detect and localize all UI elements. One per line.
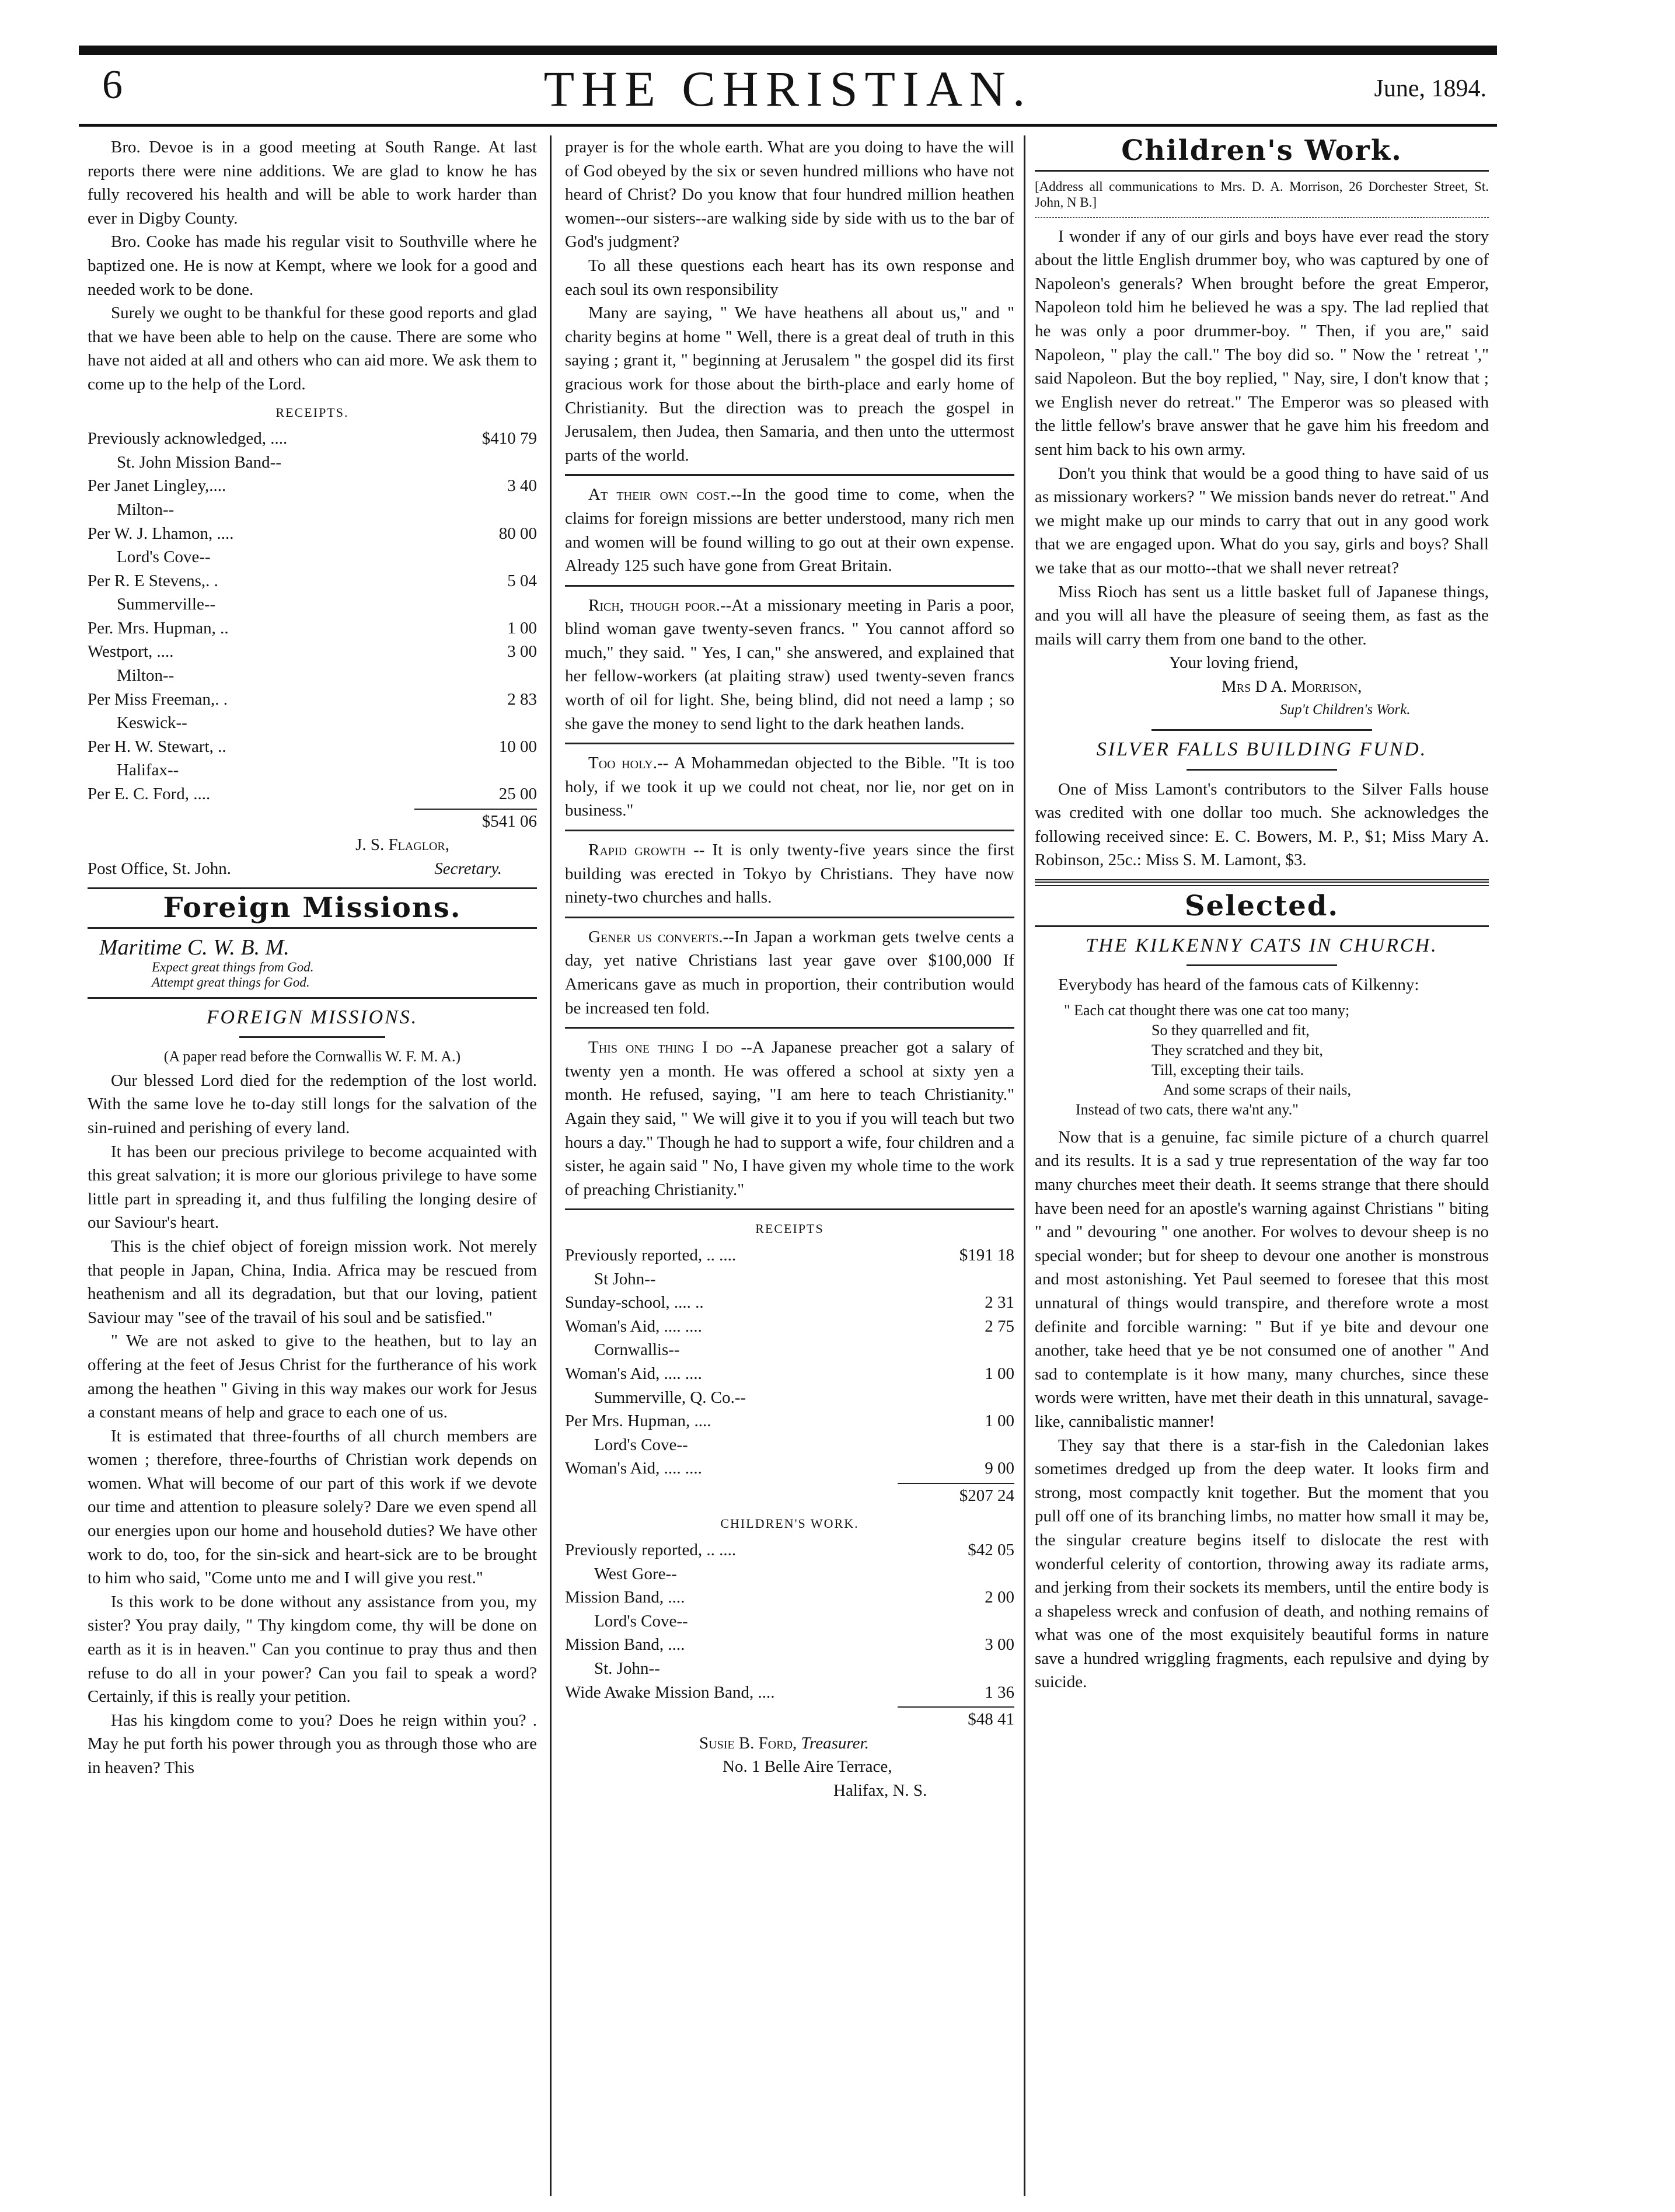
issue-date: June, 1894.: [1374, 75, 1486, 102]
receipt-row: Previously reported, .. .... $42 05: [565, 1541, 1014, 1560]
motto-line: Expect great things from God.: [152, 959, 314, 974]
paragraph: Miss Rioch has sent us a little basket full of Japanese things, and you will all have the pleasure of seeing them, as fast as the mails will carry them from one band to the other.: [1035, 582, 1489, 649]
paragraph: Our blessed Lord died for the redemption of the lost world. With the same love he to-day still longs for the salvation of the sin-ruined and perishing of every land.: [88, 1071, 537, 1137]
poem-line: " Each cat thought there was one cat too many;: [1064, 1001, 1350, 1019]
poem: [1035, 1001, 1489, 1120]
treasurer-title: Treasurer.: [801, 1733, 869, 1753]
item-rule: [565, 1027, 1014, 1029]
item-heading: At their own cost.: [588, 485, 731, 504]
section-rule: [1035, 170, 1489, 172]
receipt-place: Summerville, Q. Co.--: [594, 1388, 746, 1407]
signature-line: [88, 857, 537, 881]
receipts-total: $541 06: [414, 809, 537, 834]
paragraph: I wonder if any of our girls and boys have ever read the story about the little English drummer boy, who was captured by one of Napoleon's generals? When brought before the great Emperor, Napoleon told him he believed he was a spy. The lad replied that he was only a poor drummer-boy. " Then, if you are," said Napoleon, " play the call." The boy did so. " Now the ' retreat '," said Napoleon. But the boy replied, " Nay, sire, I don't know that ; we English never do retreat." The Emperor was so pleased with the little fellow's brave answer that he gave him his freedom and sent him back to his own army.: [1035, 227, 1489, 459]
paragraph: Everybody has heard of the famous cats of Kilkenny:: [1058, 976, 1419, 995]
paragraph: Is this work to be done without any assistance from you, my sister? You pray daily, " Thy kingdom come, thy will be done on earth as it is in heaven." Can you continue to pray thus and then refuse to do all in your power? Can you fail to speak a word? Certainly, if this is really your petition.: [88, 1592, 537, 1706]
paragraph: Don't you think that would be a good thing to have said of us as missionary workers? " We mission bands never do retreat." And we might make up our minds to carry that out in any good work that we are engaged upon. What do you say, girls and boys? Shall we take that as our motto--that we shall never retreat?: [1035, 464, 1489, 577]
receipt-place: Summerville--: [117, 595, 216, 614]
section-rule: [1151, 729, 1372, 731]
paragraph: Surely we ought to be thankful for these good reports and glad that we have been able to help on the cause. There are some who have not aided at all and others who can aid more. We ask them to come up to the help of the Lord.: [88, 304, 537, 393]
column-divider: [550, 135, 552, 2196]
item-rule: [565, 474, 1014, 476]
receipt-row: Woman's Aid, .... .... 2 75: [565, 1316, 1014, 1336]
item-rule: [565, 830, 1014, 831]
motto-line: Attempt great things for God.: [152, 974, 310, 990]
poem-line: Till, excepting their tails.: [1151, 1061, 1304, 1078]
address-note: [Address all communications to Mrs. D. A. Morrison, 26 Dorchester Street, St. John, N B.]: [1035, 179, 1489, 210]
receipt-place: Lord's Cove--: [594, 1435, 688, 1454]
poem-line: Instead of two cats, there wa'nt any.": [1076, 1100, 1299, 1118]
signer-title: Sup't Children's Work.: [1280, 702, 1411, 718]
receipt-place: St. John--: [594, 1659, 660, 1678]
paragraph: Now that is a genuine, fac simile picture of a church quarrel and its results. It is a sad y true representation of the way far too many churches meet their death. It seems strange that there should have been need for an apostle's warning against Christians " biting " and " devouring " one another. For wolves to devour sheep is no special wonder; but for sheep to devour one another is monstrous and most astonishing. Yet Paul seemed to foresee that this most unnatural of things would transpire, and therefore wrote a most definite and forcible warning: " But if ye bite and devour one another, take heed that ye be not consumed one of another " And sad to contemplate is it how many, many churches, since these words were written, have met their death in this unnatural, savage-like, cannibalistic manner!: [1035, 1127, 1489, 1431]
item-heading: Gener us converts.: [588, 927, 723, 946]
receipt-row: Previously reported, .. .... $191 18: [565, 1245, 1014, 1265]
news-item: At their own cost.--In the good time to come, when the claims for foreign missions are better understood, many rich men and women will be found willing to go out at their own expense. Already 125 such have gone from Great Britain.: [565, 485, 1014, 576]
childrens-work-heading: Children's Work.: [1121, 135, 1402, 167]
item-rule: [565, 743, 1014, 744]
receipt-place: Lord's Cove--: [117, 548, 211, 567]
receipt-row: Per Miss Freeman,. . 2 83: [88, 689, 537, 709]
childrens-work-heading: CHILDREN'S WORK.: [720, 1516, 859, 1531]
item-heading: Too holy.: [588, 754, 657, 773]
receipt-row: Wide Awake Mission Band, .... 1 36: [565, 1682, 1014, 1702]
childrens-total: $48 41: [898, 1706, 1014, 1732]
receipt-row: Woman's Aid, .... .... 9 00: [565, 1459, 1014, 1478]
receipt-place: Milton--: [117, 500, 175, 519]
item-heading: This one thing I do: [588, 1038, 733, 1057]
treasurer-line: [565, 1732, 1014, 1755]
receipt-place: Halifax--: [117, 761, 179, 780]
receipt-row: Per. Mrs. Hupman, .. 1 00: [88, 618, 537, 638]
receipt-place: West Gore--: [594, 1564, 677, 1583]
paragraph: To all these questions each heart has its own response and each soul its own responsibility: [565, 256, 1014, 299]
receipt-place: St. John Mission Band--: [117, 452, 281, 472]
closing-line: Your loving friend,: [1169, 653, 1299, 673]
receipt-row: Sunday-school, .... .. 2 31: [565, 1293, 1014, 1312]
receipts-heading: RECEIPTS: [755, 1221, 824, 1236]
silver-falls-heading: SILVER FALLS BUILDING FUND.: [1096, 739, 1428, 761]
signer-name: J. S. Flaglor,: [355, 835, 449, 855]
receipt-row: Westport, .... 3 00: [88, 642, 537, 661]
section-rule: [1035, 217, 1489, 218]
receipts-list: [88, 427, 537, 833]
foreign-missions-heading: Foreign Missions.: [163, 891, 462, 925]
news-item: Rich, though poor.--At a missionary meeting in Paris a poor, blind woman gave twenty-seven francs. " You cannot afford so much," they said. " Yes, I can," she answered, and explained that her fellow-workers (at plaiting straw) used twenty-seven francs worth of oil for light. She, being blind, did not need a lamp ; so she gave the money to send light to the dark heathen lands.: [565, 595, 1014, 733]
receipt-row: Previously acknowledged, .... $410 79: [88, 429, 537, 448]
receipt-row: Per R. E Stevens,. . 5 04: [88, 571, 537, 590]
receipts-total: $207 24: [898, 1483, 1014, 1508]
receipt-place: Milton--: [117, 666, 175, 685]
column-1: [88, 135, 537, 2196]
section-rule: [1035, 925, 1489, 927]
treasurer-name: Susie B. Ford,: [699, 1733, 797, 1753]
item-rule: [565, 917, 1014, 918]
news-item: Too holy.-- A Mohammedan objected to the Bible. "It is too holy, if we took it up we could not cheat, nor lie, nor get on in business.": [565, 754, 1014, 820]
news-item: Rapid growth -- It is only twenty-five years since the first building was erected in Tokyo by Christians. They have now ninety-two churches and halls.: [565, 841, 1014, 907]
masthead-rule: [79, 124, 1497, 127]
title-rule: [1187, 964, 1337, 966]
item-rule: [565, 1208, 1014, 1210]
receipt-place: Cornwallis--: [594, 1340, 680, 1360]
receipt-place: Keswick--: [117, 713, 187, 733]
signer-name: Mrs D A. Morrison,: [1222, 677, 1362, 696]
poem-line: And some scraps of their nails,: [1163, 1081, 1352, 1098]
paragraph: They say that there is a star-fish in the Caledonian lakes sometimes dredged up from the deep water. It looks firm and strong, most compactly knit together. But the moment that you pull off one of its branching limbs, no matter how small it may be, the singular creature begins itself to dislocate the rest with wonderful celerity of contortion, throwing away its radiate arms, and jerking from their sockets its members, until the entire body is a shapeless wreck and confusion of death, and nothing remains of what was one of the most exquisitely beautiful forms in nature save a hundred wriggling fragments, each repulsive and dying by suicide.: [1035, 1436, 1489, 1692]
treasurer-address: Halifax, N. S.: [833, 1781, 927, 1800]
receipt-place: St John--: [594, 1269, 656, 1288]
title-rule: [239, 1036, 385, 1038]
paragraph: One of Miss Lamont's contributors to the Silver Falls house was credited with one dollar too much. She acknowledges the following received since: E. C. Bowers, M. P., $1; Miss Mary A. Robinson, 25c.: Miss S. M. Lamont, $3.: [1035, 779, 1489, 870]
selected-heading: Selected.: [1184, 890, 1339, 923]
post-office: Post Office, St. John.: [88, 859, 231, 878]
top-rule: [79, 46, 1497, 55]
receipt-row: Mission Band, .... 2 00: [565, 1588, 1014, 1607]
title-rule: [1187, 769, 1337, 771]
masthead: [79, 57, 1497, 121]
paragraph: " We are not asked to give to the heathen, but to lay an offering at the feet of Jesus Christ for the furtherance of his work among the heathen " Giving in this way makes our work for Jesus a constant means of help and grace to each one of us.: [88, 1332, 537, 1422]
receipt-row: Mission Band, .... 3 00: [565, 1635, 1014, 1654]
poem-line: They scratched and they bit,: [1151, 1041, 1323, 1058]
childrens-receipts-list: [565, 1538, 1014, 1732]
receipt-row: Per E. C. Ford, .... 25 00: [88, 785, 537, 804]
paragraph: Many are saying, " We have heathens all about us," and " charity begins at home " Well, there is a great deal of truth in this saying ; grant it, " beginning at Jerusalem " the gospel did its first gracious work for those about the birth-place and early home of Christianity. But the direction was to preach the gospel in Jerusalem, then Judea, then Samaria, and then unto the uttermost parts of the world.: [565, 304, 1014, 465]
newspaper-title: THE CHRISTIAN.: [543, 61, 1032, 117]
treasurer-address: No. 1 Belle Aire Terrace,: [723, 1757, 892, 1776]
receipt-place: Lord's Cove--: [594, 1611, 688, 1631]
news-item: This one thing I do --A Japanese preacher got a salary of twenty yen a month. He was offered a school at sixty yen a month. He refused, saying, "I am here to teach Christianity." Again they said, " We will give it to you if you will teach but two hours a day." Though he had to support a wife, four children and a sister, he again said " No, I have given my whole time to the work of preaching Christianity.": [565, 1038, 1014, 1199]
kilkenny-title: THE KILKENNY CATS IN CHURCH.: [1086, 934, 1438, 956]
paragraph: It is estimated that three-fourths of all church members are women ; therefore, three-fourths of Christian work depends on women. What will become of our part of this work if we devote our time and attention to pleasure solely? Dare we even spend all our energies upon our home and household duties? We have other work to do, too, for the sin-sick and heart-sick are to be brought to him who said, "Come unto me and I will give you rest.": [88, 1426, 537, 1588]
signer-title: Secretary.: [434, 859, 502, 878]
item-rule: [565, 585, 1014, 587]
receipts-heading: RECEIPTS.: [275, 405, 349, 420]
poem-line: So they quarrelled and fit,: [1151, 1021, 1310, 1039]
section-rule: [88, 927, 537, 929]
receipt-row: Per W. J. Lhamon, .... 80 00: [88, 524, 537, 543]
paragraph: prayer is for the whole earth. What are you doing to have the will of God obeyed by the six or seven hundred millions who have not heard of Christ? Do you know that four hundred million heathen women--our sisters--are walking side by side with us to the bar of God's judgment?: [565, 138, 1014, 252]
paragraph: Bro. Cooke has made his regular visit to Southville where he baptized one. He is now at Kempt, where we look for a good and needed work to be done.: [88, 232, 537, 299]
column-3: [1035, 135, 1489, 2196]
item-heading: Rich, though poor.: [588, 595, 720, 615]
maritime-heading: Maritime C. W. B. M.: [99, 935, 289, 960]
receipts-list: [565, 1243, 1014, 1508]
article-title: FOREIGN MISSIONS.: [206, 1006, 418, 1028]
paragraph: It has been our precious privilege to become acquainted with this great salvation; it is more our glorious privilege to have some little part in spreading it, and thus fulfiling the longing desire of our Saviour's heart.: [88, 1142, 537, 1232]
column-2: [565, 135, 1014, 2196]
section-rule: [88, 887, 537, 889]
column-divider: [1024, 135, 1025, 2196]
paragraph: Has his kingdom come to you? Does he reign within you? . May he put forth his power through you as through those who are in heaven? This: [88, 1711, 537, 1777]
receipt-row: Woman's Aid, .... .... 1 00: [565, 1364, 1014, 1383]
receipt-row: Per H. W. Stewart, .. 10 00: [88, 737, 537, 756]
paragraph: This is the chief object of foreign mission work. Not merely that people in Japan, China, India. Africa may be rescued from heathenism and all its degradation, but that our loving, patient Saviour may "see of the travail of his soul and be satisfied.": [88, 1236, 537, 1327]
receipt-row: Per Janet Lingley,.... 3 40: [88, 476, 537, 496]
news-item: Gener us converts.--In Japan a workman gets twelve cents a day, yet native Christians last year gave over $100,000 If Americans gave as much in proportion, their contribution would be increased ten fold.: [565, 927, 1014, 1018]
article-note: (A paper read before the Cornwallis W. F. M. A.): [163, 1048, 461, 1065]
page-number: 6: [102, 62, 123, 107]
paragraph: Bro. Devoe is in a good meeting at South Range. At last reports there were nine additions. We are glad to know he has fully recovered his health and will be able to work harder than ever in Digby County.: [88, 138, 537, 228]
item-heading: Rapid growth: [588, 841, 686, 860]
receipt-row: Per Mrs. Hupman, .... 1 00: [565, 1412, 1014, 1431]
section-rule: [88, 997, 537, 999]
section-rule: [1035, 879, 1489, 886]
